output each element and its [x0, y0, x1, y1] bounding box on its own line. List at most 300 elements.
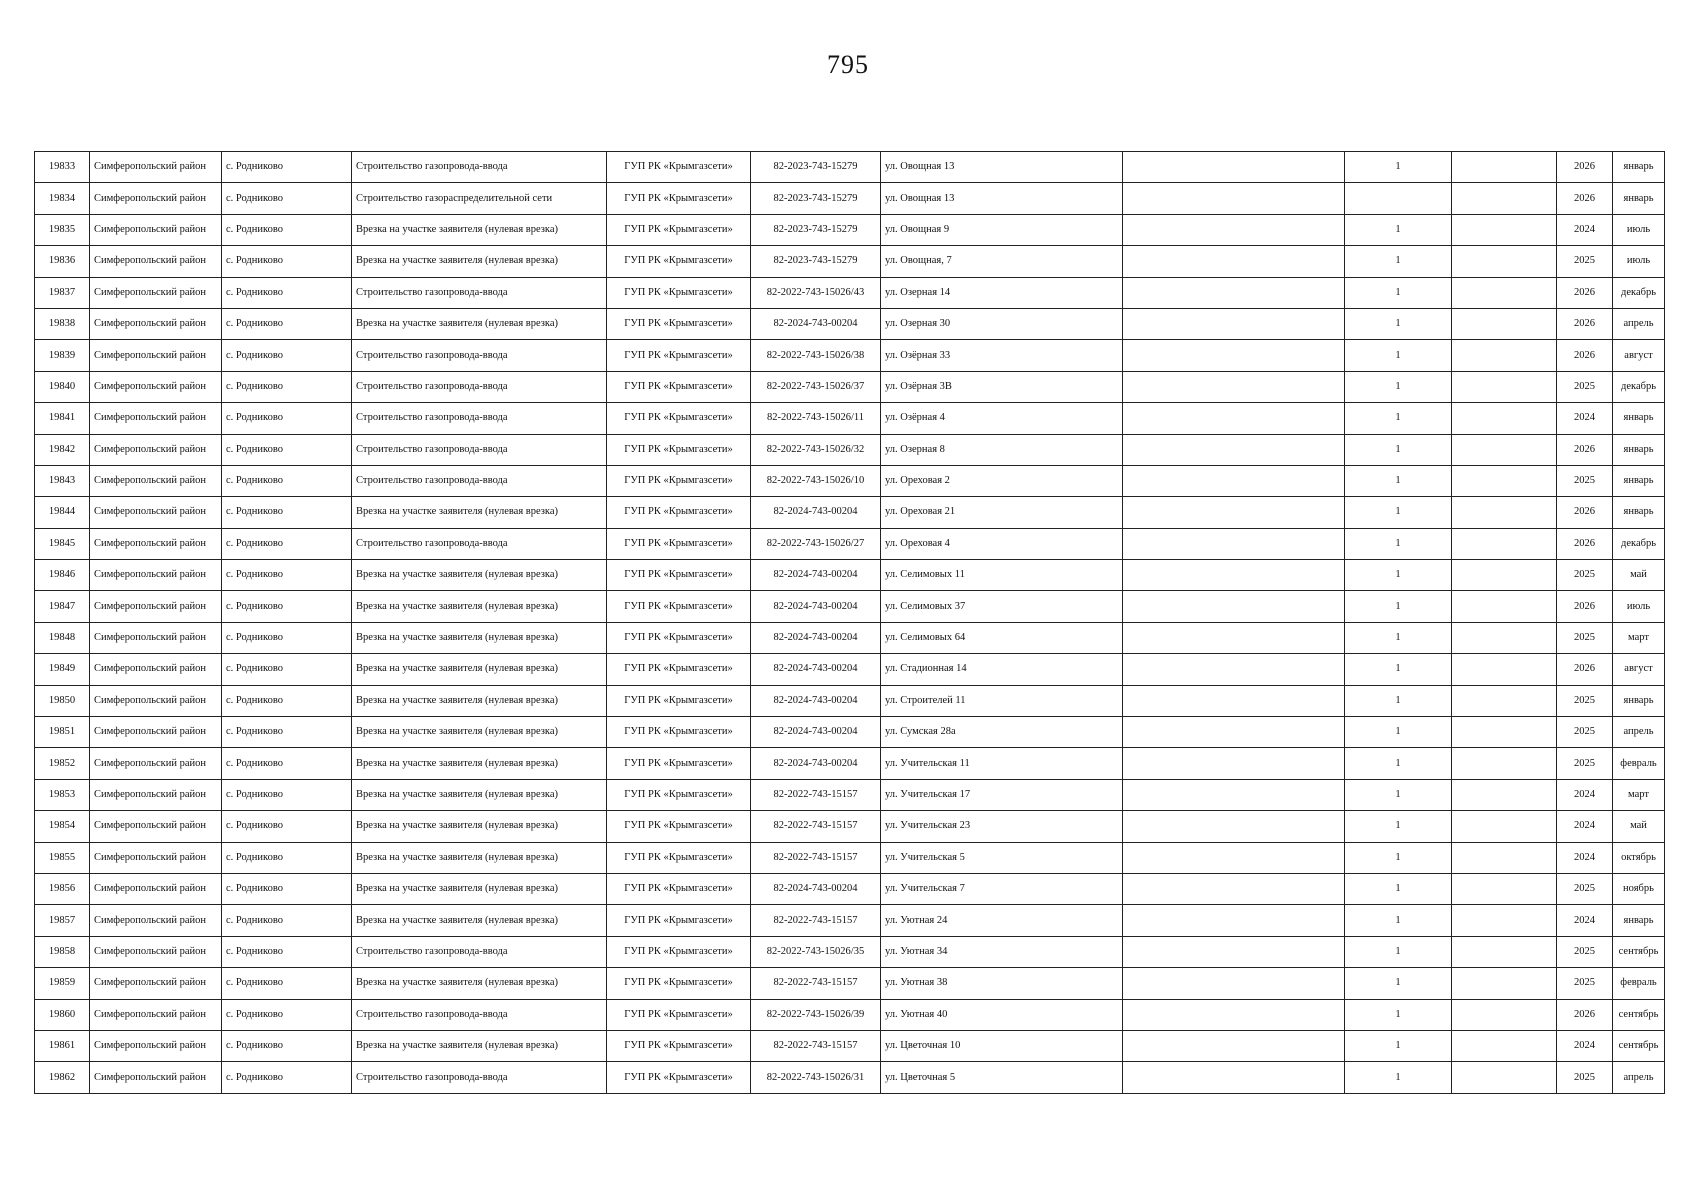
cell-locality: с. Родниково	[222, 622, 352, 653]
cell-empty	[1452, 748, 1557, 779]
table-row	[35, 340, 1665, 371]
cell-quantity: 1	[1345, 622, 1452, 653]
cell-year: 2025	[1557, 873, 1613, 904]
cell-number: 19846	[35, 560, 90, 591]
cell-locality: с. Родниково	[222, 591, 352, 622]
cell-year: 2025	[1557, 246, 1613, 277]
cell-month: январь	[1613, 905, 1665, 936]
cell-locality: с. Родниково	[222, 277, 352, 308]
cell-quantity: 1	[1345, 779, 1452, 810]
cell-locality: с. Родниково	[222, 936, 352, 967]
cell-organization: ГУП РК «Крымгазсети»	[607, 748, 751, 779]
cell-year: 2025	[1557, 622, 1613, 653]
cell-year: 2026	[1557, 277, 1613, 308]
cell-empty	[1452, 340, 1557, 371]
cell-district: Симферопольский район	[90, 999, 222, 1030]
cell-month: май	[1613, 560, 1665, 591]
table-row	[35, 434, 1665, 465]
cell-year: 2026	[1557, 654, 1613, 685]
cell-month: январь	[1613, 465, 1665, 496]
cell-empty	[1123, 873, 1345, 904]
cell-organization: ГУП РК «Крымгазсети»	[607, 277, 751, 308]
cell-quantity: 1	[1345, 999, 1452, 1030]
table-row	[35, 622, 1665, 653]
cell-year: 2025	[1557, 1062, 1613, 1093]
cell-quantity: 1	[1345, 308, 1452, 339]
cell-contract-code: 82-2022-743-15157	[751, 842, 881, 873]
cell-district: Симферопольский район	[90, 811, 222, 842]
cell-address: ул. Цветочная 5	[881, 1062, 1123, 1093]
cell-empty	[1123, 905, 1345, 936]
cell-work-type: Строительство газопровода-ввода	[352, 434, 607, 465]
cell-year: 2024	[1557, 905, 1613, 936]
table-row	[35, 717, 1665, 748]
cell-work-type: Врезка на участке заявителя (нулевая врезка)	[352, 622, 607, 653]
cell-year: 2025	[1557, 371, 1613, 402]
cell-number: 19862	[35, 1062, 90, 1093]
cell-locality: с. Родниково	[222, 842, 352, 873]
cell-quantity: 1	[1345, 717, 1452, 748]
cell-number: 19833	[35, 152, 90, 183]
cell-work-type: Строительство газопровода-ввода	[352, 340, 607, 371]
gasification-table	[34, 151, 1665, 1094]
cell-locality: с. Родниково	[222, 434, 352, 465]
cell-number: 19840	[35, 371, 90, 402]
table-row	[35, 748, 1665, 779]
cell-organization: ГУП РК «Крымгазсети»	[607, 528, 751, 559]
cell-locality: с. Родниково	[222, 528, 352, 559]
cell-year: 2026	[1557, 152, 1613, 183]
cell-quantity: 1	[1345, 842, 1452, 873]
cell-year: 2025	[1557, 936, 1613, 967]
cell-locality: с. Родниково	[222, 968, 352, 999]
cell-month: июль	[1613, 214, 1665, 245]
cell-locality: с. Родниково	[222, 685, 352, 716]
cell-organization: ГУП РК «Крымгазсети»	[607, 308, 751, 339]
cell-month: январь	[1613, 685, 1665, 716]
cell-quantity: 1	[1345, 560, 1452, 591]
cell-quantity: 1	[1345, 371, 1452, 402]
cell-work-type: Врезка на участке заявителя (нулевая врезка)	[352, 308, 607, 339]
cell-year: 2024	[1557, 842, 1613, 873]
cell-contract-code: 82-2023-743-15279	[751, 183, 881, 214]
cell-contract-code: 82-2022-743-15157	[751, 905, 881, 936]
cell-contract-code: 82-2022-743-15026/32	[751, 434, 881, 465]
cell-address: ул. Овощная, 7	[881, 246, 1123, 277]
cell-year: 2026	[1557, 528, 1613, 559]
cell-contract-code: 82-2024-743-00204	[751, 622, 881, 653]
cell-locality: с. Родниково	[222, 340, 352, 371]
cell-number: 19848	[35, 622, 90, 653]
cell-work-type: Строительство газопровода-ввода	[352, 152, 607, 183]
cell-organization: ГУП РК «Крымгазсети»	[607, 1062, 751, 1093]
cell-quantity: 1	[1345, 528, 1452, 559]
cell-contract-code: 82-2024-743-00204	[751, 560, 881, 591]
cell-quantity: 1	[1345, 246, 1452, 277]
cell-empty	[1123, 465, 1345, 496]
table-row	[35, 873, 1665, 904]
cell-locality: с. Родниково	[222, 905, 352, 936]
cell-year: 2026	[1557, 308, 1613, 339]
cell-year: 2026	[1557, 999, 1613, 1030]
cell-locality: с. Родниково	[222, 1062, 352, 1093]
cell-district: Симферопольский район	[90, 528, 222, 559]
cell-contract-code: 82-2024-743-00204	[751, 873, 881, 904]
cell-year: 2024	[1557, 811, 1613, 842]
cell-quantity: 1	[1345, 152, 1452, 183]
cell-quantity: 1	[1345, 685, 1452, 716]
cell-locality: с. Родниково	[222, 371, 352, 402]
cell-empty	[1123, 340, 1345, 371]
cell-district: Симферопольский район	[90, 152, 222, 183]
cell-month: июль	[1613, 246, 1665, 277]
cell-month: декабрь	[1613, 371, 1665, 402]
cell-empty	[1123, 936, 1345, 967]
cell-empty	[1452, 1062, 1557, 1093]
table-row	[35, 999, 1665, 1030]
cell-year: 2024	[1557, 403, 1613, 434]
cell-empty	[1123, 842, 1345, 873]
table-row	[35, 465, 1665, 496]
cell-empty	[1123, 403, 1345, 434]
cell-year: 2026	[1557, 183, 1613, 214]
cell-district: Симферопольский район	[90, 434, 222, 465]
table-row	[35, 277, 1665, 308]
cell-empty	[1452, 936, 1557, 967]
table-row	[35, 591, 1665, 622]
cell-organization: ГУП РК «Крымгазсети»	[607, 999, 751, 1030]
cell-organization: ГУП РК «Крымгазсети»	[607, 968, 751, 999]
cell-empty	[1123, 717, 1345, 748]
cell-empty	[1452, 434, 1557, 465]
cell-contract-code: 82-2024-743-00204	[751, 717, 881, 748]
cell-work-type: Строительство газопровода-ввода	[352, 465, 607, 496]
table-row	[35, 842, 1665, 873]
cell-address: ул. Учительская 5	[881, 842, 1123, 873]
table-row	[35, 685, 1665, 716]
cell-contract-code: 82-2024-743-00204	[751, 654, 881, 685]
cell-number: 19844	[35, 497, 90, 528]
cell-contract-code: 82-2022-743-15026/31	[751, 1062, 881, 1093]
table-row	[35, 403, 1665, 434]
cell-contract-code: 82-2023-743-15279	[751, 214, 881, 245]
cell-empty	[1123, 1030, 1345, 1061]
cell-locality: с. Родниково	[222, 465, 352, 496]
cell-organization: ГУП РК «Крымгазсети»	[607, 152, 751, 183]
cell-number: 19861	[35, 1030, 90, 1061]
cell-organization: ГУП РК «Крымгазсети»	[607, 717, 751, 748]
table-row	[35, 246, 1665, 277]
cell-locality: с. Родниково	[222, 1030, 352, 1061]
cell-month: сентябрь	[1613, 936, 1665, 967]
cell-organization: ГУП РК «Крымгазсети»	[607, 340, 751, 371]
cell-year: 2025	[1557, 560, 1613, 591]
cell-address: ул. Уютная 38	[881, 968, 1123, 999]
cell-number: 19834	[35, 183, 90, 214]
cell-number: 19835	[35, 214, 90, 245]
cell-district: Симферопольский район	[90, 340, 222, 371]
cell-work-type: Строительство газораспределительной сети	[352, 183, 607, 214]
cell-month: сентябрь	[1613, 999, 1665, 1030]
cell-contract-code: 82-2022-743-15026/10	[751, 465, 881, 496]
cell-empty	[1123, 528, 1345, 559]
cell-year: 2026	[1557, 434, 1613, 465]
cell-month: октябрь	[1613, 842, 1665, 873]
table-row	[35, 779, 1665, 810]
cell-empty	[1123, 371, 1345, 402]
cell-address: ул. Озерная 14	[881, 277, 1123, 308]
cell-address: ул. Овощная 13	[881, 183, 1123, 214]
cell-organization: ГУП РК «Крымгазсети»	[607, 873, 751, 904]
cell-organization: ГУП РК «Крымгазсети»	[607, 1030, 751, 1061]
cell-locality: с. Родниково	[222, 246, 352, 277]
cell-empty	[1123, 497, 1345, 528]
cell-empty	[1452, 183, 1557, 214]
cell-district: Симферопольский район	[90, 246, 222, 277]
table-row	[35, 1062, 1665, 1093]
cell-address: ул. Селимовых 11	[881, 560, 1123, 591]
cell-district: Симферопольский район	[90, 748, 222, 779]
cell-organization: ГУП РК «Крымгазсети»	[607, 371, 751, 402]
cell-year: 2024	[1557, 214, 1613, 245]
cell-work-type: Врезка на участке заявителя (нулевая врезка)	[352, 685, 607, 716]
cell-address: ул. Озёрная 33	[881, 340, 1123, 371]
cell-organization: ГУП РК «Крымгазсети»	[607, 434, 751, 465]
cell-address: ул. Учительская 11	[881, 748, 1123, 779]
cell-address: ул. Озерная 30	[881, 308, 1123, 339]
cell-empty	[1123, 183, 1345, 214]
cell-year: 2025	[1557, 968, 1613, 999]
cell-empty	[1123, 685, 1345, 716]
cell-locality: с. Родниково	[222, 717, 352, 748]
cell-month: апрель	[1613, 308, 1665, 339]
cell-quantity: 1	[1345, 214, 1452, 245]
cell-organization: ГУП РК «Крымгазсети»	[607, 591, 751, 622]
cell-district: Симферопольский район	[90, 968, 222, 999]
cell-quantity: 1	[1345, 497, 1452, 528]
cell-work-type: Врезка на участке заявителя (нулевая врезка)	[352, 717, 607, 748]
cell-work-type: Врезка на участке заявителя (нулевая врезка)	[352, 560, 607, 591]
cell-address: ул. Селимовых 37	[881, 591, 1123, 622]
cell-quantity: 1	[1345, 403, 1452, 434]
cell-quantity	[1345, 183, 1452, 214]
cell-empty	[1123, 152, 1345, 183]
cell-district: Симферопольский район	[90, 873, 222, 904]
cell-contract-code: 82-2023-743-15279	[751, 246, 881, 277]
cell-organization: ГУП РК «Крымгазсети»	[607, 465, 751, 496]
cell-empty	[1123, 277, 1345, 308]
cell-month: январь	[1613, 152, 1665, 183]
cell-district: Симферопольский район	[90, 779, 222, 810]
cell-year: 2024	[1557, 779, 1613, 810]
cell-district: Симферопольский район	[90, 497, 222, 528]
cell-quantity: 1	[1345, 591, 1452, 622]
cell-month: январь	[1613, 403, 1665, 434]
cell-organization: ГУП РК «Крымгазсети»	[607, 622, 751, 653]
cell-number: 19847	[35, 591, 90, 622]
cell-month: май	[1613, 811, 1665, 842]
cell-quantity: 1	[1345, 748, 1452, 779]
cell-work-type: Врезка на участке заявителя (нулевая врезка)	[352, 779, 607, 810]
cell-contract-code: 82-2022-743-15026/35	[751, 936, 881, 967]
cell-district: Симферопольский район	[90, 936, 222, 967]
cell-empty	[1452, 403, 1557, 434]
cell-organization: ГУП РК «Крымгазсети»	[607, 842, 751, 873]
cell-empty	[1123, 748, 1345, 779]
cell-address: ул. Учительская 23	[881, 811, 1123, 842]
cell-work-type: Врезка на участке заявителя (нулевая врезка)	[352, 905, 607, 936]
table-row	[35, 497, 1665, 528]
cell-work-type: Строительство газопровода-ввода	[352, 403, 607, 434]
cell-district: Симферопольский район	[90, 214, 222, 245]
cell-organization: ГУП РК «Крымгазсети»	[607, 497, 751, 528]
cell-month: март	[1613, 622, 1665, 653]
cell-locality: с. Родниково	[222, 779, 352, 810]
cell-work-type: Строительство газопровода-ввода	[352, 371, 607, 402]
cell-district: Симферопольский район	[90, 277, 222, 308]
cell-empty	[1452, 246, 1557, 277]
cell-work-type: Строительство газопровода-ввода	[352, 277, 607, 308]
cell-empty	[1452, 779, 1557, 810]
cell-quantity: 1	[1345, 936, 1452, 967]
table-row	[35, 1030, 1665, 1061]
cell-number: 19854	[35, 811, 90, 842]
cell-locality: с. Родниково	[222, 183, 352, 214]
cell-month: август	[1613, 654, 1665, 685]
cell-address: ул. Уютная 24	[881, 905, 1123, 936]
cell-year: 2026	[1557, 591, 1613, 622]
table-row	[35, 214, 1665, 245]
cell-number: 19850	[35, 685, 90, 716]
cell-address: ул. Стадионная 14	[881, 654, 1123, 685]
cell-quantity: 1	[1345, 340, 1452, 371]
cell-work-type: Врезка на участке заявителя (нулевая врезка)	[352, 748, 607, 779]
cell-contract-code: 82-2022-743-15026/11	[751, 403, 881, 434]
cell-contract-code: 82-2024-743-00204	[751, 497, 881, 528]
cell-quantity: 1	[1345, 1030, 1452, 1061]
cell-month: февраль	[1613, 748, 1665, 779]
cell-address: ул. Озёрная 4	[881, 403, 1123, 434]
page-number: 795	[827, 50, 869, 79]
cell-quantity: 1	[1345, 811, 1452, 842]
table-row	[35, 528, 1665, 559]
cell-work-type: Строительство газопровода-ввода	[352, 936, 607, 967]
cell-contract-code: 82-2022-743-15157	[751, 968, 881, 999]
cell-address: ул. Уютная 40	[881, 999, 1123, 1030]
cell-empty	[1452, 308, 1557, 339]
cell-address: ул. Селимовых 64	[881, 622, 1123, 653]
cell-contract-code: 82-2022-743-15157	[751, 1030, 881, 1061]
cell-address: ул. Овощная 9	[881, 214, 1123, 245]
cell-organization: ГУП РК «Крымгазсети»	[607, 936, 751, 967]
cell-empty	[1123, 811, 1345, 842]
cell-district: Симферопольский район	[90, 591, 222, 622]
cell-work-type: Врезка на участке заявителя (нулевая врезка)	[352, 246, 607, 277]
cell-work-type: Врезка на участке заявителя (нулевая врезка)	[352, 968, 607, 999]
cell-district: Симферопольский район	[90, 905, 222, 936]
cell-number: 19836	[35, 246, 90, 277]
cell-year: 2025	[1557, 465, 1613, 496]
cell-quantity: 1	[1345, 1062, 1452, 1093]
table-row	[35, 811, 1665, 842]
table-row	[35, 905, 1665, 936]
cell-empty	[1452, 560, 1557, 591]
cell-quantity: 1	[1345, 654, 1452, 685]
cell-work-type: Врезка на участке заявителя (нулевая врезка)	[352, 811, 607, 842]
cell-contract-code: 82-2024-743-00204	[751, 591, 881, 622]
cell-empty	[1123, 308, 1345, 339]
cell-number: 19856	[35, 873, 90, 904]
cell-address: ул. Цветочная 10	[881, 1030, 1123, 1061]
cell-empty	[1123, 622, 1345, 653]
cell-empty	[1123, 1062, 1345, 1093]
cell-empty	[1452, 371, 1557, 402]
cell-month: апрель	[1613, 717, 1665, 748]
cell-number: 19838	[35, 308, 90, 339]
cell-organization: ГУП РК «Крымгазсети»	[607, 905, 751, 936]
cell-quantity: 1	[1345, 465, 1452, 496]
table-row	[35, 936, 1665, 967]
cell-locality: с. Родниково	[222, 560, 352, 591]
table-row	[35, 152, 1665, 183]
cell-work-type: Врезка на участке заявителя (нулевая врезка)	[352, 1030, 607, 1061]
table-row	[35, 654, 1665, 685]
cell-district: Симферопольский район	[90, 1030, 222, 1061]
cell-month: июль	[1613, 591, 1665, 622]
cell-empty	[1452, 654, 1557, 685]
cell-year: 2026	[1557, 340, 1613, 371]
cell-work-type: Врезка на участке заявителя (нулевая врезка)	[352, 591, 607, 622]
table-row	[35, 308, 1665, 339]
cell-month: август	[1613, 340, 1665, 371]
cell-district: Симферопольский район	[90, 371, 222, 402]
cell-contract-code: 82-2024-743-00204	[751, 748, 881, 779]
cell-month: декабрь	[1613, 528, 1665, 559]
cell-contract-code: 82-2024-743-00204	[751, 685, 881, 716]
cell-address: ул. Сумская 28а	[881, 717, 1123, 748]
cell-organization: ГУП РК «Крымгазсети»	[607, 779, 751, 810]
cell-organization: ГУП РК «Крымгазсети»	[607, 246, 751, 277]
cell-number: 19842	[35, 434, 90, 465]
cell-locality: с. Родниково	[222, 214, 352, 245]
cell-locality: с. Родниково	[222, 152, 352, 183]
cell-empty	[1123, 560, 1345, 591]
cell-number: 19855	[35, 842, 90, 873]
cell-empty	[1452, 842, 1557, 873]
cell-district: Симферопольский район	[90, 654, 222, 685]
cell-number: 19853	[35, 779, 90, 810]
cell-address: ул. Учительская 7	[881, 873, 1123, 904]
cell-month: март	[1613, 779, 1665, 810]
cell-empty	[1452, 152, 1557, 183]
cell-empty	[1123, 968, 1345, 999]
cell-empty	[1452, 873, 1557, 904]
cell-work-type: Врезка на участке заявителя (нулевая врезка)	[352, 214, 607, 245]
cell-district: Симферопольский район	[90, 308, 222, 339]
cell-contract-code: 82-2024-743-00204	[751, 308, 881, 339]
cell-locality: с. Родниково	[222, 811, 352, 842]
cell-empty	[1123, 246, 1345, 277]
cell-contract-code: 82-2022-743-15026/38	[751, 340, 881, 371]
cell-locality: с. Родниково	[222, 873, 352, 904]
cell-organization: ГУП РК «Крымгазсети»	[607, 811, 751, 842]
cell-address: ул. Ореховая 2	[881, 465, 1123, 496]
cell-work-type: Врезка на участке заявителя (нулевая врезка)	[352, 654, 607, 685]
cell-month: январь	[1613, 497, 1665, 528]
cell-district: Симферопольский район	[90, 622, 222, 653]
cell-locality: с. Родниково	[222, 654, 352, 685]
cell-address: ул. Озерная 8	[881, 434, 1123, 465]
